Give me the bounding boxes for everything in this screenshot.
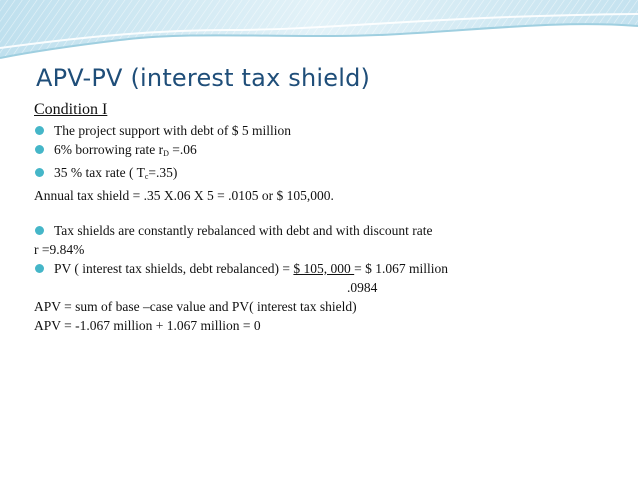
apv-definition-line: APV = sum of base –case value and PV( interest tax shield) [34,299,357,314]
bullet-dot-icon [35,126,44,135]
condition-heading: Condition I [34,101,108,118]
slide-body [34,100,624,335]
header-banner [0,0,638,62]
wave-decoration [0,0,638,62]
bullet-dot-icon [35,264,44,273]
bullet-debt: The project support with debt of $ 5 million [34,121,624,140]
pv-numerator: $ 105, 000 [293,261,355,276]
bullet-tax-rate: 35 % tax rate ( $T_c=.35$) [34,163,624,186]
bullet-rebalanced: Tax shields are constantly rebalanced with debt and with discount rate [34,221,624,240]
discount-rate-line: r =9.84% [34,242,85,257]
pv-denominator: .0984 [347,280,378,295]
slide-title: APV-PV (interest tax shield) [36,64,371,92]
bullet-dot-icon [35,226,44,235]
apv-result-line: APV = -1.067 million + 1.067 million = 0 [34,318,261,333]
bullet-dot-icon [35,168,44,177]
bullet-dot-icon [35,145,44,154]
bullet-borrowing-rate: 6% borrowing rate $r_D =.06$ [34,140,624,163]
annual-tax-shield-line: Annual tax shield = .35 X.06 X 5 = .0105 or $ 105,000. [34,188,334,203]
bullet-pv-tax-shield: PV ( interest tax shields, debt rebalanced) = $ 105, 000 = $ 1.067 million [34,259,624,278]
